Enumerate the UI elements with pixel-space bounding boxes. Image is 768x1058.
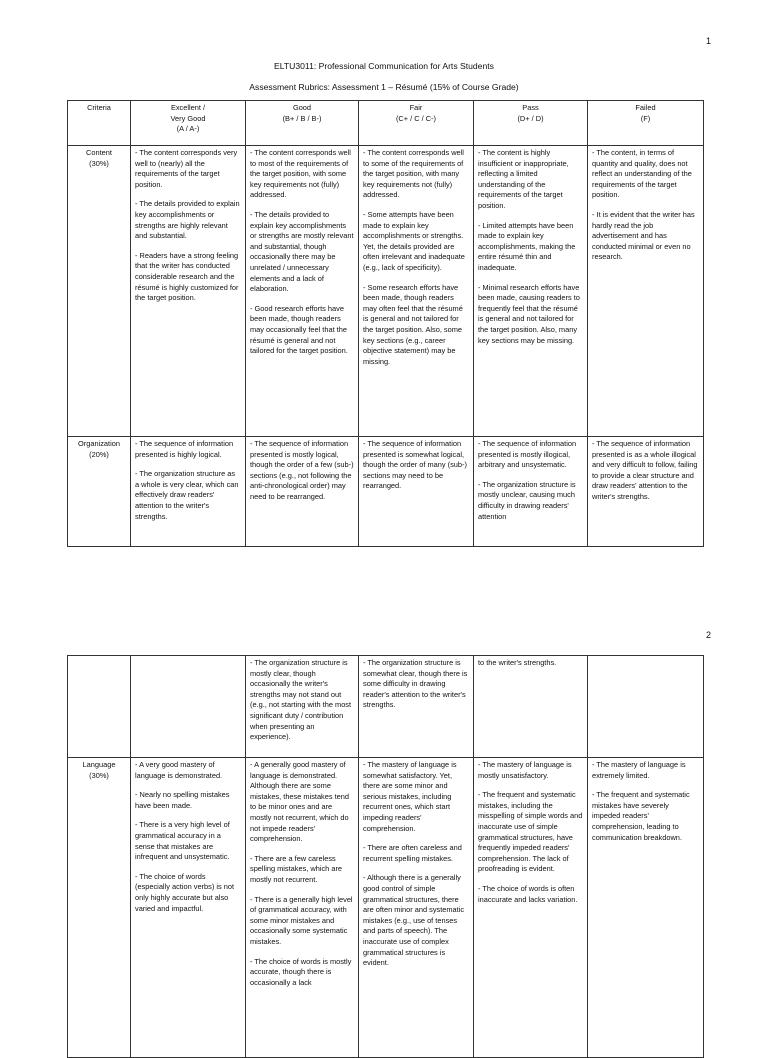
rubric-table-page-1 bbox=[67, 100, 704, 547]
rubric-cell: - The content corresponds well to most of the requirements of the target position, with some key requirements not (fully) addressed. - The details provided to explain key accomplishments or strengths are mostly relevant and substantial, though occasionally there may be unrelated / unnecessary elements and a lack of elaboration. - Good research efforts have been made, though readers may occasionally feel that the résumé is general and not tailored for the target position. bbox=[246, 146, 359, 437]
header-criteria: Criteria bbox=[68, 101, 131, 146]
criteria-cell: Language (30%) bbox=[68, 758, 131, 1058]
criteria-cell bbox=[68, 656, 131, 758]
header-failed: Failed (F) bbox=[588, 101, 704, 146]
criteria-cell: Organization (20%) bbox=[68, 437, 131, 547]
rubric-cell: - The organization structure is somewhat clear, though there is some difficulty in drawing reader's attention to the writer's strengths. bbox=[359, 656, 474, 758]
rubric-cell: - A very good mastery of language is demonstrated. - Nearly no spelling mistakes have been made. - There is a very high level of grammatical accuracy in a sense that mistakes are infrequent and unsystematic. - The choice of words (especially action verbs) is not only highly accurate but also varied and impactful. bbox=[131, 758, 246, 1058]
rubric-cell: - A generally good mastery of language is demonstrated. Although there are some mistakes, these mistakes tend to be minor ones and are mostly not recurrent, which do not impede readers' comprehension. - There are a few careless spelling mistakes, which are mostly not recurrent. - There is a generally high level of grammatical accuracy, with some minor mistakes and occasionally some systematic mistakes. - The choice of words is mostly accurate, though there is occasionally a lack bbox=[246, 758, 359, 1058]
header-excellent: Excellent / Very Good (A / A-) bbox=[131, 101, 246, 146]
rubric-cell: - The sequence of information presented is as a whole illogical and very difficult to follow, failing to provide a clear structure and draw readers' attention to the writer's strengths. bbox=[588, 437, 704, 547]
header-good: Good (B+ / B / B-) bbox=[246, 101, 359, 146]
rubric-cell: - The sequence of information presented is mostly illogical, arbitrary and unsystematic. - The organization structure is mostly unclear, causing much difficulty in drawing readers' attention bbox=[474, 437, 588, 547]
rubric-cell bbox=[131, 656, 246, 758]
table-row bbox=[68, 437, 704, 547]
table-row bbox=[68, 656, 704, 758]
rubric-cell bbox=[588, 656, 704, 758]
rubric-table-page-2 bbox=[67, 655, 704, 1058]
page-number: 1 bbox=[706, 36, 712, 46]
table-row bbox=[68, 146, 704, 437]
criteria-cell: Content (30%) bbox=[68, 146, 131, 437]
rubric-cell: - The mastery of language is extremely limited. - The frequent and systematic mistakes have severely impeded readers' comprehension, leading to communication breakdown. bbox=[588, 758, 704, 1058]
rubric-cell: - The mastery of language is mostly unsatisfactory. - The frequent and systematic mistakes, including the misspelling of simple words and inaccurate use of simple grammatical structures, have frequently impeded readers' comprehension. The lack of proofreading is evident. - The choice of words is often inaccurate and lacks variation. bbox=[474, 758, 588, 1058]
rubric-cell: - The sequence of information presented is somewhat logical, though the order of many (sub-) sections may need to be rearranged. bbox=[359, 437, 474, 547]
rubric-cell: - The content, in terms of quantity and quality, does not reflect an understanding of the requirements of the target position. - It is evident that the writer has hardly read the job advertisement and has conducted minimal or even no research. bbox=[588, 146, 704, 437]
rubric-cell: - The sequence of information presented is mostly logical, though the order of a few (sub-) sections (e.g., not following the anti-chronological order) may need to be rearranged. bbox=[246, 437, 359, 547]
rubric-cell: - The content corresponds well to some of the requirements of the target position, with many key requirements not (fully) addressed. - Some attempts have been made to explain key accomplishments or strengths. Yet, the details provided are often irrelevant and inadequate (e.g., lack of specificity). - Some research efforts have been made, though readers may often feel that the résumé is general and not tailored for the target position. Also, some key sections (e.g., career objective statement) may be missing. bbox=[359, 146, 474, 437]
page-number: 2 bbox=[706, 630, 712, 640]
rubric-cell: to the writer's strengths. bbox=[474, 656, 588, 758]
rubric-cell: - The sequence of information presented is highly logical. - The organization structure as a whole is very clear, which can effectively draw readers' attention to the writer's strengths. bbox=[131, 437, 246, 547]
header-fair: Fair (C+ / C / C-) bbox=[359, 101, 474, 146]
rubric-cell: - The organization structure is mostly clear, though occasionally the writer's strengths may not stand out (e.g., not starting with the most significant duty / contribution when presenting an experience). bbox=[246, 656, 359, 758]
table-row bbox=[68, 758, 704, 1058]
rubric-cell: - The content corresponds very well to (nearly) all the requirements of the target position. - The details provided to explain key accomplishments or strengths are highly relevant and substantial. - Readers have a strong feeling that the writer has conducted considerable research and the résumé is highly customized for the target position. bbox=[131, 146, 246, 437]
rubric-cell: - The mastery of language is somewhat satisfactory. Yet, there are some minor and serious mistakes, including recurrent ones, which start impeding readers' comprehension. - There are often careless and recurrent spelling mistakes. - Although there is a generally good control of simple grammatical structures, there are often minor and systematic mistakes (e.g., use of tenses and parts of speech). The inaccurate use of complex grammatical structures is evident. bbox=[359, 758, 474, 1058]
header-pass: Pass (D+ / D) bbox=[474, 101, 588, 146]
document-title: ELTU3011: Professional Communication for Arts Students bbox=[274, 61, 494, 71]
rubric-cell: - The content is highly insufficient or inappropriate, reflecting a limited understanding of the requirements of the target position. - Limited attempts have been made to explain key accomplishments, making the entire résumé thin and inadequate. - Minimal research efforts have been made, causing readers to frequently feel that the résumé is general and not tailored for the target position. Also, many key sections may be missing. bbox=[474, 146, 588, 437]
document-subtitle: Assessment Rubrics: Assessment 1 – Résumé (15% of Course Grade) bbox=[249, 82, 519, 92]
